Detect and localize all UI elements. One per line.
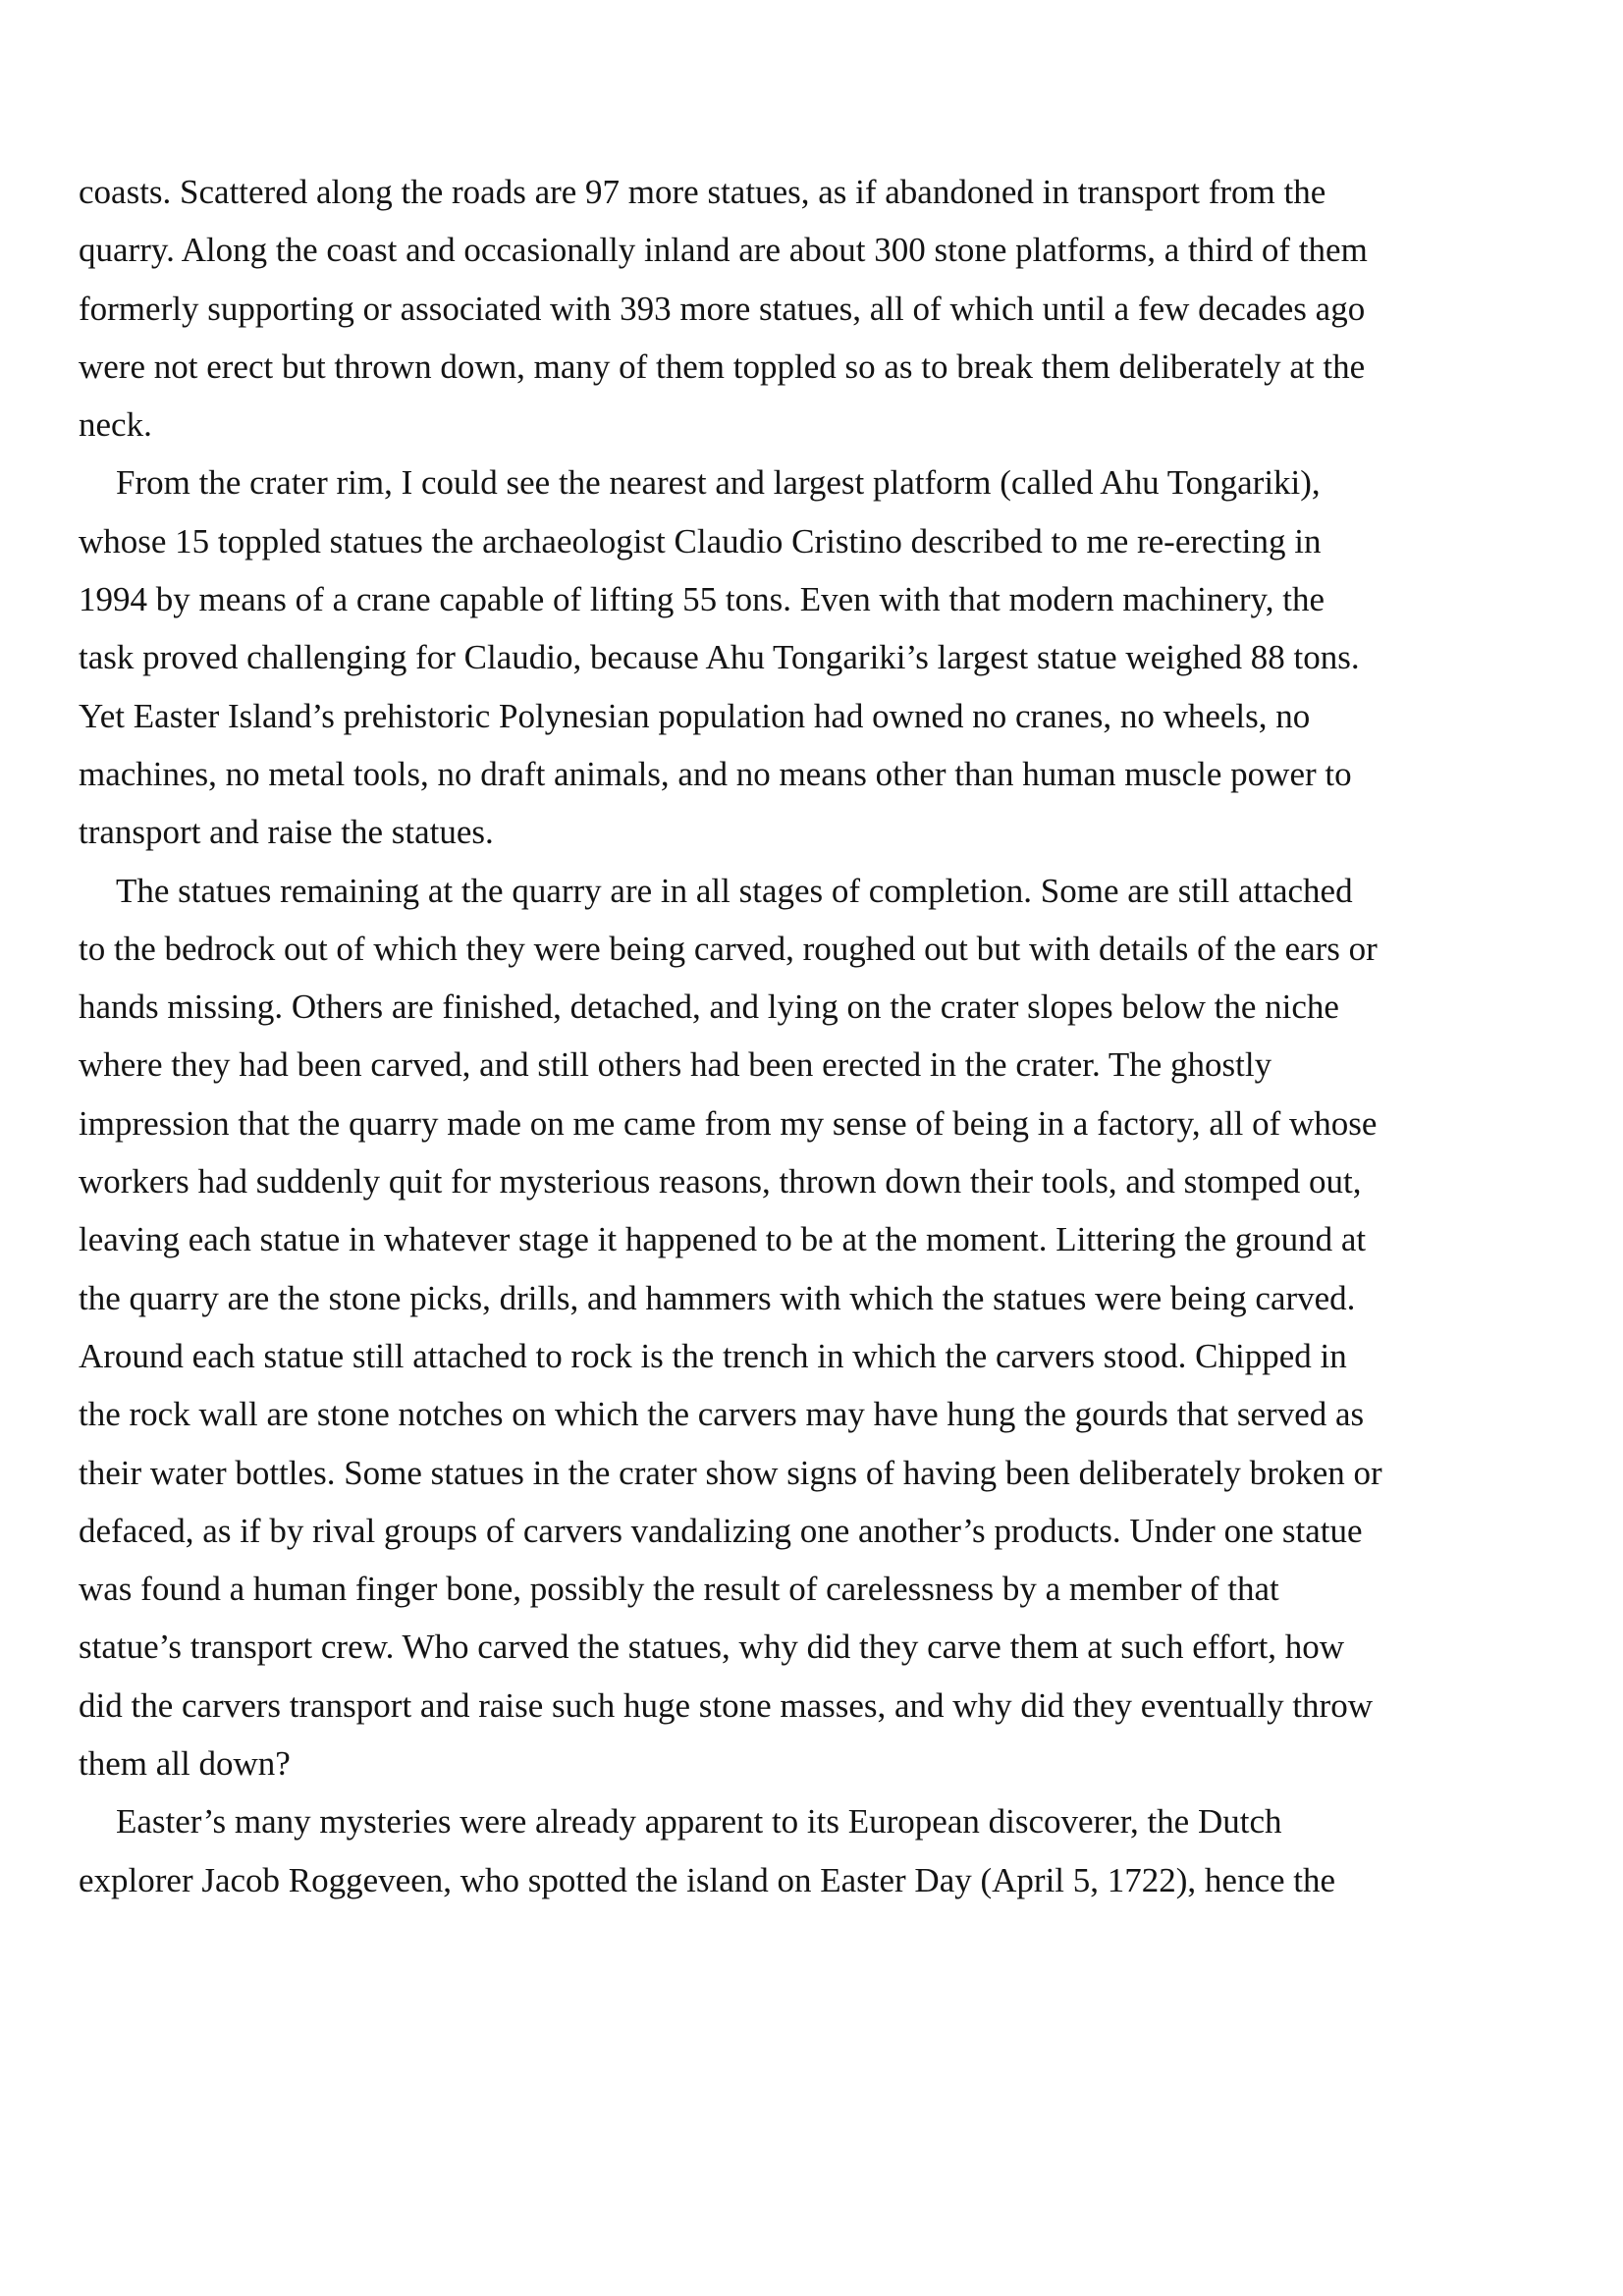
text-line: hands missing. Others are finished, detached, and lying on the crater slopes below the niche	[79, 988, 1339, 1027]
text-line: neck.	[79, 405, 152, 445]
paragraph	[79, 862, 1566, 1793]
text-line: task proved challenging for Claudio, because Ahu Tongariki’s largest statue weighed 88 tons.	[79, 638, 1360, 677]
text-line: were not erect but thrown down, many of them toppled so as to break them deliberately at the	[79, 347, 1366, 386]
text-line: 1994 by means of a crane capable of lifting 55 tons. Even with that modern machinery, the	[79, 580, 1325, 619]
text-line: did the carvers transport and raise such huge stone masses, and why did they eventually throw	[79, 1685, 1373, 1725]
text-line: transport and raise the statues.	[79, 813, 494, 852]
text-line: where they had been carved, and still others had been erected in the crater. The ghostly	[79, 1045, 1272, 1085]
text-line: workers had suddenly quit for mysterious reasons, thrown down their tools, and stomped out,	[79, 1162, 1362, 1201]
paragraph	[79, 163, 1566, 454]
text-line: explorer Jacob Roggeveen, who spotted the island on Easter Day (April 5, 1722), hence the	[79, 1860, 1336, 1899]
text-line: defaced, as if by rival groups of carvers vandalizing one another’s products. Under one statue	[79, 1511, 1363, 1550]
text-line: the rock wall are stone notches on which the carvers may have hung the gourds that served as	[79, 1395, 1365, 1434]
text-line: leaving each statue in whatever stage it happened to be at the moment. Littering the ground at	[79, 1220, 1367, 1259]
text-line: impression that the quarry made on me came from my sense of being in a factory, all of whose	[79, 1103, 1378, 1143]
text-line: From the crater rim, I could see the nearest and largest platform (called Ahu Tongariki),	[116, 463, 1321, 503]
text-line: formerly supporting or associated with 393 more statues, all of which until a few decades ago	[79, 289, 1366, 328]
text-line: The statues remaining at the quarry are in all stages of completion. Some are still attached	[116, 871, 1353, 910]
body-text	[79, 163, 1566, 1909]
text-line: whose 15 toppled statues the archaeologist Claudio Cristino described to me re-erecting in	[79, 521, 1322, 561]
paragraph	[79, 454, 1566, 861]
text-line: Easter’s many mysteries were already apparent to its European discoverer, the Dutch	[116, 1802, 1282, 1842]
text-line: Yet Easter Island’s prehistoric Polynesian population had owned no cranes, no wheels, no	[79, 696, 1311, 735]
text-line: quarry. Along the coast and occasionally inland are about 300 stone platforms, a third of them	[79, 231, 1368, 270]
text-line: coasts. Scattered along the roads are 97 more statues, as if abandoned in transport from the	[79, 173, 1326, 211]
paragraph	[79, 1792, 1566, 1909]
text-line: statue’s transport crew. Who carved the statues, why did they carve them at such effort, how	[79, 1628, 1345, 1667]
text-line: Around each statue still attached to rock is the trench in which the carvers stood. Chipped in	[79, 1336, 1347, 1375]
text-line: to the bedrock out of which they were being carved, roughed out but with details of the ears or	[79, 929, 1378, 968]
text-line: their water bottles. Some statues in the crater show signs of having been deliberately broken or	[79, 1453, 1382, 1492]
text-line: was found a human finger bone, possibly the result of carelessness by a member of that	[79, 1570, 1279, 1609]
text-line: the quarry are the stone picks, drills, and hammers with which the statues were being carved.	[79, 1278, 1356, 1317]
text-line: them all down?	[79, 1744, 291, 1784]
text-line: machines, no metal tools, no draft animals, and no means other than human muscle power to	[79, 754, 1352, 793]
